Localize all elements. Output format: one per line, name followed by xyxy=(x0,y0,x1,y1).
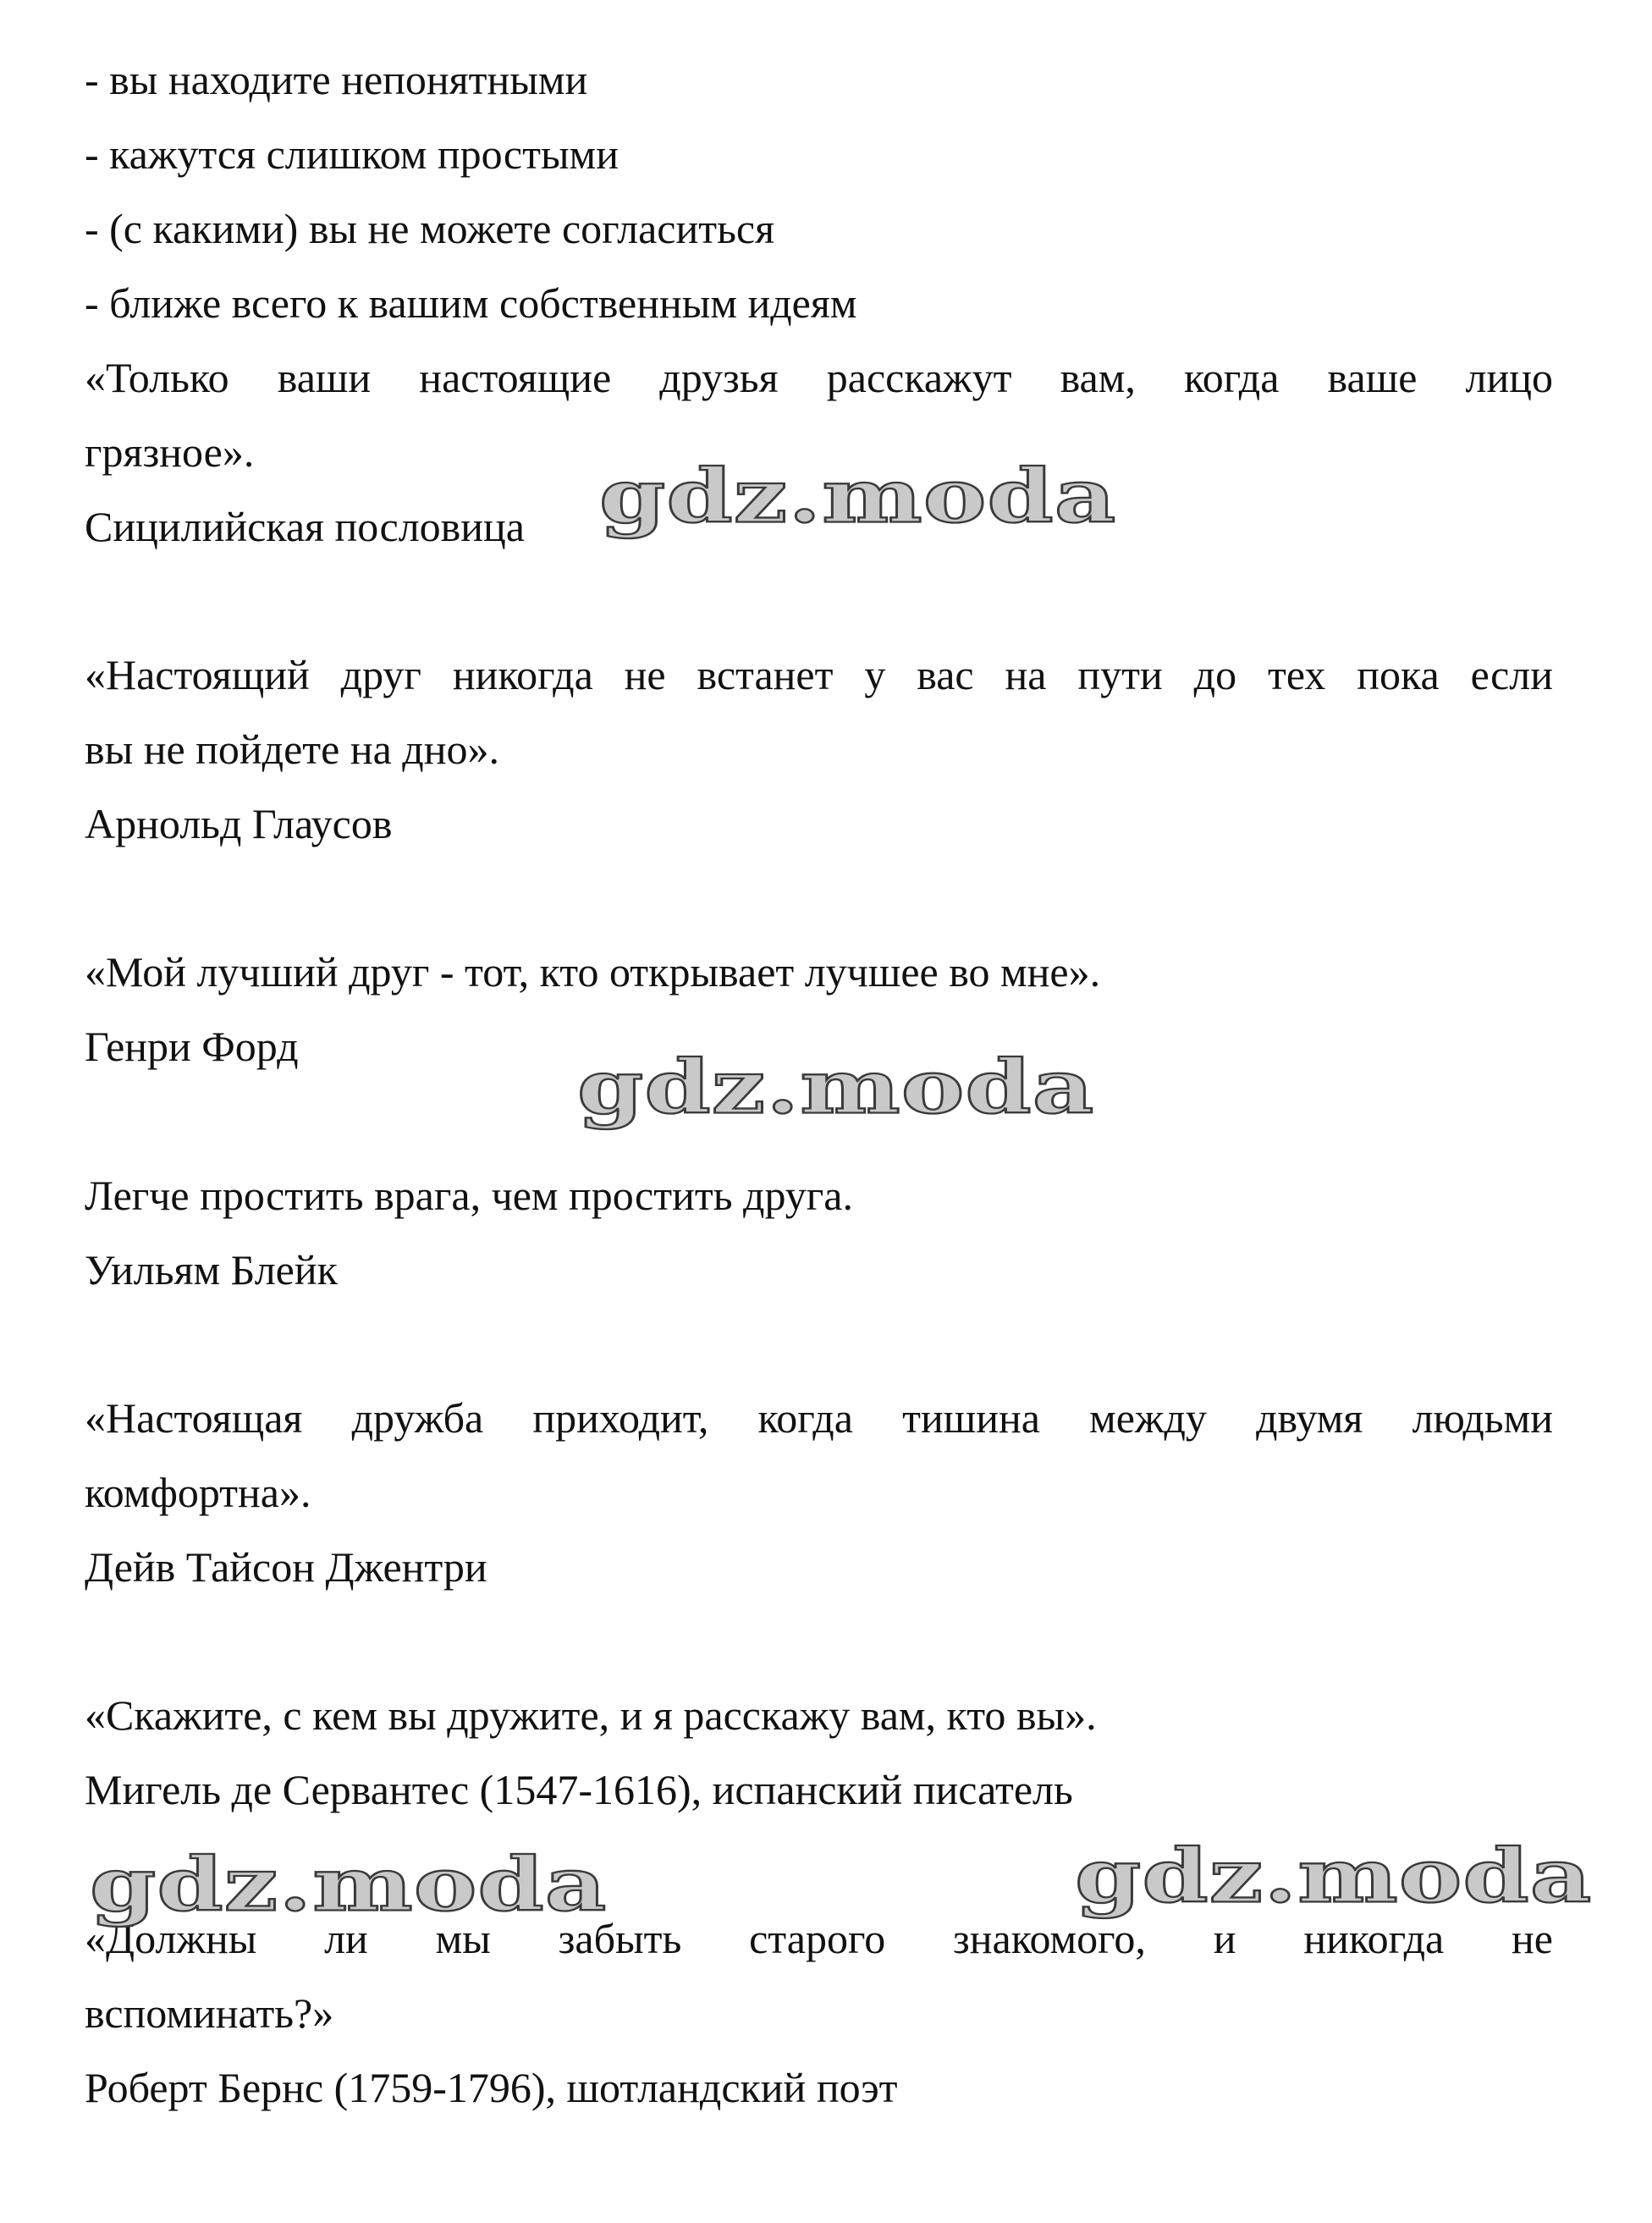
quote-text: комфортна». xyxy=(85,1469,311,1516)
quote-author: Сицилийская пословица xyxy=(85,503,525,550)
quote-text: вы не пойдете на дно». xyxy=(85,725,499,773)
quote-text: «Скажите, с кем вы дружите, и я расскажу вам, кто вы». xyxy=(85,1691,1097,1739)
quote-text: «Мой лучший друг - тот, кто открывает лучшее во мне». xyxy=(85,948,1101,996)
quote-text: «Настоящая дружба приходит, когда тишина между двумя людьми xyxy=(85,1394,1553,1442)
quote-author: Уильям Блейк xyxy=(85,1246,338,1294)
quote-text: вспоминать?» xyxy=(85,1989,334,2037)
quote-author: Арнольд Глаусов xyxy=(85,800,393,847)
quote-text: грязное». xyxy=(85,428,255,476)
watermark: gdz.moda xyxy=(90,1841,608,1928)
quote-text: «Должны ли мы забыть старого знакомого, и никогда не xyxy=(85,1915,1553,1962)
quote-text: «Настоящий друг никогда не встанет у вас на пути до тех пока если xyxy=(85,651,1553,698)
list-item: - вы находите непонятными xyxy=(85,56,588,103)
quote-text: Легче простить врага, чем простить друга. xyxy=(85,1172,853,1219)
quote-author: Дейв Тайсон Джентри xyxy=(85,1543,487,1591)
quote-author: Роберт Бернс (1759-1796), шотландский поэт xyxy=(85,2064,898,2111)
list-item: - ближе всего к вашим собственным идеям xyxy=(85,279,857,327)
watermark: gdz.moda xyxy=(577,1044,1095,1131)
list-item: - (с какими) вы не можете согласиться xyxy=(85,205,775,252)
list-item: - кажутся слишком простыми xyxy=(85,130,619,178)
watermark: gdz.moda xyxy=(1075,1833,1593,1920)
quote-author: Генри Форд xyxy=(85,1023,299,1070)
quote-text: «Только ваши настоящие друзья расскажут вам, когда ваше лицо xyxy=(85,354,1553,401)
watermark: gdz.moda xyxy=(599,453,1117,540)
quote-author: Мигель де Сервантес (1547-1616), испанский писатель xyxy=(85,1766,1073,1813)
